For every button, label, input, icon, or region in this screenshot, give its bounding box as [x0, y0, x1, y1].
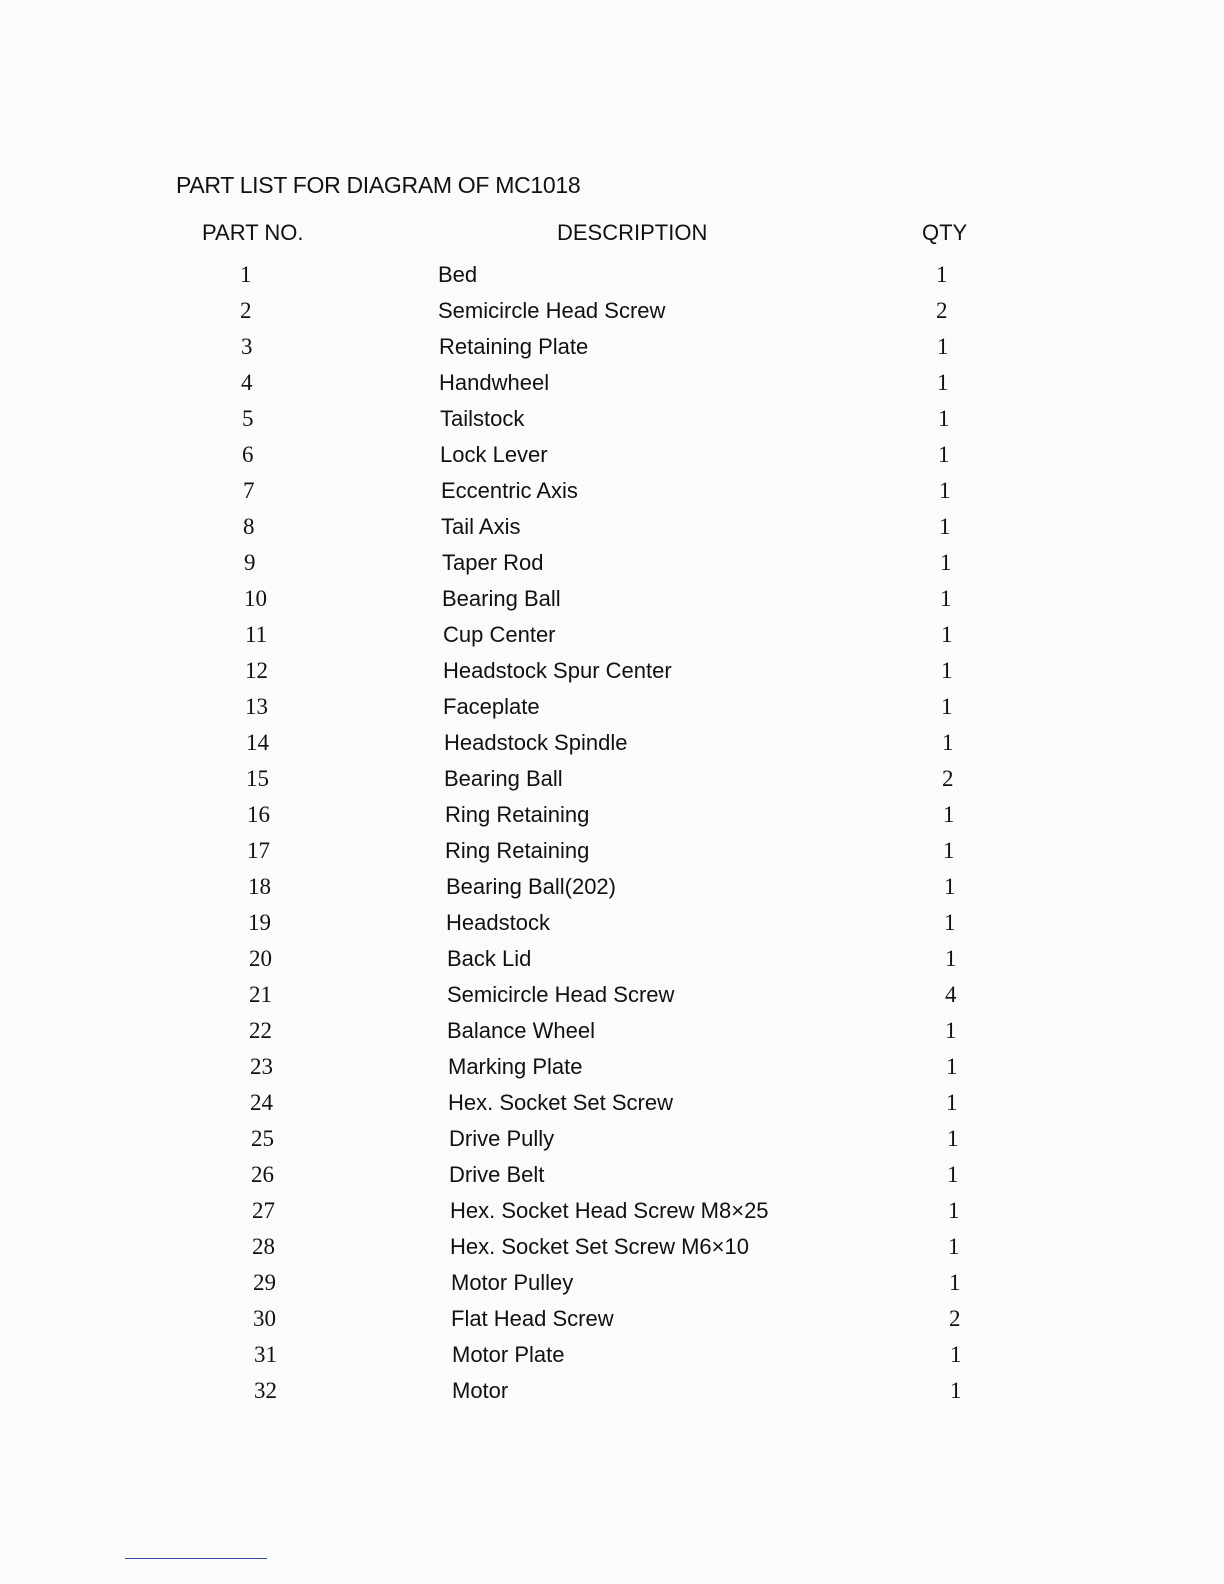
part-description: Tail Axis [441, 514, 521, 539]
part-number: 5 [242, 406, 254, 431]
part-number: 19 [248, 910, 271, 935]
part-number: 17 [247, 838, 270, 863]
table-row [3, 508, 1224, 544]
document-title: PART LIST FOR DIAGRAM OF MC1018 [176, 172, 581, 198]
part-description: Balance Wheel [447, 1018, 595, 1043]
footer-divider [125, 1558, 267, 1559]
part-description: Semicircle Head Screw [447, 982, 675, 1007]
part-description: Hex. Socket Head Screw M8×25 [450, 1198, 769, 1223]
part-description: Bearing Ball [444, 766, 563, 791]
part-number: 29 [253, 1270, 276, 1295]
part-description: Motor [452, 1378, 509, 1403]
part-quantity: 1 [941, 622, 953, 647]
table-row [13, 1264, 1224, 1300]
part-number: 11 [245, 622, 268, 647]
table-row [7, 832, 1224, 868]
table-row [14, 1336, 1224, 1372]
header-qty: QTY [922, 220, 968, 245]
part-description: Drive Belt [449, 1162, 545, 1187]
part-number: 7 [243, 478, 255, 503]
part-description: Ring Retaining [445, 802, 590, 827]
part-description: Drive Pully [449, 1126, 555, 1151]
table-row [2, 400, 1224, 436]
part-number: 23 [250, 1054, 273, 1079]
table-row [9, 976, 1224, 1012]
part-quantity: 1 [945, 946, 957, 971]
table-row [9, 940, 1224, 976]
part-number: 28 [252, 1234, 275, 1259]
table-row [0, 292, 1224, 328]
part-quantity: 1 [943, 838, 955, 863]
table-row [8, 868, 1224, 904]
part-description: Headstock Spindle [444, 730, 628, 755]
table-row [7, 796, 1224, 832]
part-number: 27 [252, 1198, 275, 1223]
table-row [14, 1372, 1224, 1408]
part-number: 13 [245, 694, 268, 719]
part-number: 31 [254, 1342, 277, 1367]
part-quantity: 4 [945, 982, 957, 1007]
part-quantity: 1 [947, 1162, 959, 1187]
part-quantity: 1 [937, 334, 949, 359]
part-number: 9 [244, 550, 256, 575]
part-description: Taper Rod [442, 550, 544, 575]
table-row [11, 1156, 1224, 1192]
part-quantity: 1 [946, 1090, 958, 1115]
table-row [1, 364, 1224, 400]
part-description: Bearing Ball [442, 586, 561, 611]
table-row [3, 472, 1224, 508]
part-description: Flat Head Screw [451, 1306, 614, 1331]
part-number: 8 [243, 514, 255, 539]
table-row [1, 328, 1224, 364]
header-part-no: PART NO. [202, 220, 304, 245]
table-row [6, 724, 1224, 760]
part-number: 14 [246, 730, 269, 755]
part-number: 16 [247, 802, 270, 827]
part-number: 32 [254, 1378, 277, 1403]
part-description: Motor Pulley [451, 1270, 574, 1295]
part-quantity: 1 [943, 802, 955, 827]
part-quantity: 1 [942, 730, 954, 755]
part-quantity: 2 [936, 298, 948, 323]
table-row [5, 616, 1224, 652]
part-description: Handwheel [439, 370, 550, 395]
part-quantity: 1 [944, 874, 956, 899]
part-number: 2 [240, 298, 252, 323]
part-description: Headstock [446, 910, 550, 935]
part-quantity: 2 [942, 766, 954, 791]
table-row [10, 1084, 1224, 1120]
part-quantity: 1 [938, 406, 950, 431]
part-number: 24 [250, 1090, 273, 1115]
part-description: Cup Center [443, 622, 556, 647]
part-quantity: 1 [946, 1054, 958, 1079]
part-number: 21 [249, 982, 272, 1007]
part-description: Hex. Socket Set Screw M6×10 [450, 1234, 749, 1259]
part-description: Faceplate [443, 694, 540, 719]
part-quantity: 1 [944, 910, 956, 935]
part-quantity: 1 [936, 262, 948, 287]
part-description: Motor Plate [452, 1342, 565, 1367]
part-number: 20 [249, 946, 272, 971]
table-row [5, 688, 1224, 724]
part-quantity: 1 [941, 658, 953, 683]
part-number: 26 [251, 1162, 274, 1187]
part-quantity: 1 [937, 370, 949, 395]
part-quantity: 1 [941, 694, 953, 719]
part-number: 12 [245, 658, 268, 683]
table-row [11, 1120, 1224, 1156]
part-number: 30 [253, 1306, 276, 1331]
table-row [8, 904, 1224, 940]
part-quantity: 1 [940, 550, 952, 575]
header-description: DESCRIPTION [557, 220, 708, 245]
table-row [4, 544, 1224, 580]
part-quantity: 2 [949, 1306, 961, 1331]
part-quantity: 1 [950, 1342, 962, 1367]
part-description: Bed [438, 262, 478, 287]
part-number: 6 [242, 442, 254, 467]
part-description: Lock Lever [440, 442, 548, 467]
table-row [2, 436, 1224, 472]
part-description: Bearing Ball(202) [446, 874, 616, 899]
table-row [13, 1300, 1224, 1336]
part-description: Ring Retaining [445, 838, 590, 863]
part-quantity: 1 [945, 1018, 957, 1043]
table-row [12, 1228, 1224, 1264]
part-quantity: 1 [948, 1234, 960, 1259]
part-number: 1 [240, 262, 252, 287]
table-row [0, 256, 1224, 292]
part-quantity: 1 [939, 514, 951, 539]
part-description: Back Lid [447, 946, 532, 971]
part-number: 18 [248, 874, 271, 899]
part-description: Headstock Spur Center [443, 658, 672, 683]
part-description: Hex. Socket Set Screw [448, 1090, 673, 1115]
part-quantity: 1 [950, 1378, 962, 1403]
part-number: 4 [241, 370, 253, 395]
table-row [6, 760, 1224, 796]
part-description: Tailstock [440, 406, 525, 431]
part-number: 15 [246, 766, 269, 791]
part-description: Eccentric Axis [441, 478, 578, 503]
table-row [12, 1192, 1224, 1228]
part-quantity: 1 [940, 586, 952, 611]
part-number: 25 [251, 1126, 274, 1151]
part-description: Retaining Plate [439, 334, 589, 359]
part-quantity: 1 [948, 1198, 960, 1223]
part-quantity: 1 [949, 1270, 961, 1295]
parts-table [0, 256, 1224, 1408]
part-quantity: 1 [947, 1126, 959, 1151]
part-description: Marking Plate [448, 1054, 583, 1079]
table-row [5, 652, 1224, 688]
part-number: 10 [244, 586, 267, 611]
table-row [10, 1048, 1224, 1084]
table-row [4, 580, 1224, 616]
table-row [9, 1012, 1224, 1048]
part-quantity: 1 [939, 478, 951, 503]
part-description: Semicircle Head Screw [438, 298, 666, 323]
part-quantity: 1 [938, 442, 950, 467]
part-number: 22 [249, 1018, 272, 1043]
part-number: 3 [241, 334, 253, 359]
